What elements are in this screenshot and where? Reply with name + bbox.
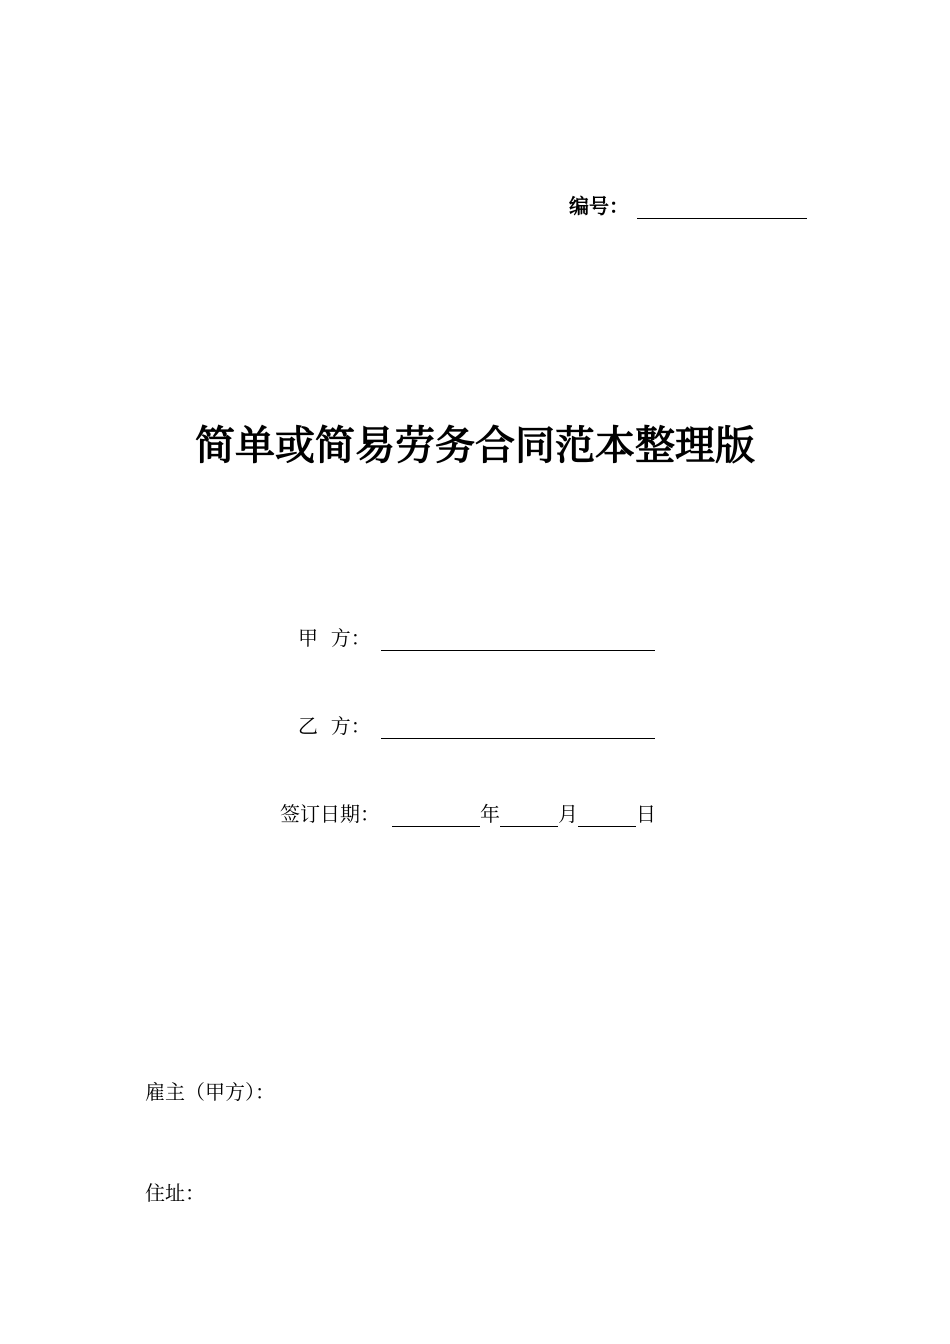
signing-date-field — [280, 798, 656, 827]
party-a-blank[interactable] — [381, 626, 655, 651]
party-b-blank[interactable] — [381, 714, 655, 739]
contract-number-label: 编号： — [569, 194, 629, 218]
employer-label: 雇主（甲方）： — [145, 1080, 275, 1104]
contract-number-blank[interactable] — [637, 194, 807, 219]
signing-date-label: 签订日期： — [280, 802, 380, 826]
contract-number-field — [569, 190, 807, 219]
party-b-field — [298, 710, 655, 739]
party-a-label: 甲 方： — [298, 626, 371, 650]
address-label: 住址： — [145, 1181, 205, 1205]
party-a-field — [298, 622, 655, 651]
month-unit: 月 — [558, 802, 578, 826]
signing-day-blank[interactable] — [578, 802, 636, 827]
signing-year-blank[interactable] — [392, 802, 480, 827]
party-b-label: 乙 方： — [298, 714, 371, 738]
document-title: 简单或简易劳务合同范本整理版 — [195, 423, 755, 469]
signing-month-blank[interactable] — [500, 802, 558, 827]
year-unit: 年 — [480, 802, 500, 826]
day-unit: 日 — [636, 802, 656, 826]
